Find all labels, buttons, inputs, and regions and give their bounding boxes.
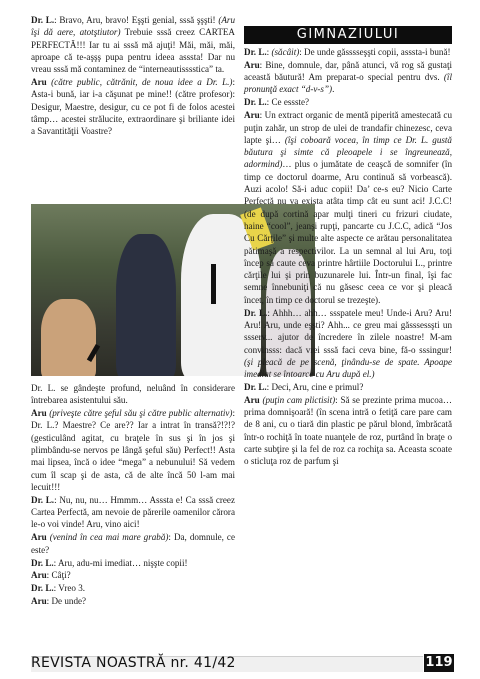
dialogue-text: : Da, domnule, ce este? xyxy=(31,532,236,555)
page-number: 119 xyxy=(425,655,453,670)
speaker-name: Aru xyxy=(31,532,47,543)
boy-figure xyxy=(116,234,176,376)
dialogue-paragraph xyxy=(244,96,452,108)
dialogue-paragraph xyxy=(244,307,452,381)
left-column-bottom xyxy=(31,382,235,608)
stage-direction: (puţin cam plictisit) xyxy=(262,394,336,405)
dialogue-text: : Să se prezinte prima mucoa… prima domnişoară! (în scena intră o fetiţă care pare cam de 8 ani, cu o tiară din plastic pe părul blond, îmbrăcată într-o rochiţă în toate nuanţele de roz, purtând în braţe o carte subţire şi la fel de roz ca rochiţa sa. Aceasta scoate o sticluţa roz de parfum şi xyxy=(244,394,452,467)
dialogue-text: : Bravo, Aru, bravo! Eşşti genial, sssă şşşti! xyxy=(54,15,219,25)
speaker-name: Dr. L. xyxy=(244,307,268,318)
dialogue-paragraph xyxy=(31,494,235,531)
speaker-name: Dr. L. xyxy=(244,47,267,57)
microphone-center xyxy=(211,264,216,304)
speaker-name: Dr. L. xyxy=(244,97,267,108)
dialogue-text: : De unde găsssseşşti copii, asssta-i bună! xyxy=(299,47,451,57)
dialogue-paragraph xyxy=(31,382,235,407)
speaker-name: Dr. L. xyxy=(31,15,55,25)
dialogue-paragraph xyxy=(244,46,452,58)
stage-direction: (către public, cătrănit, de noua idee a Dr. L.) xyxy=(51,77,233,88)
speaker-name: Dr. L. xyxy=(31,583,54,594)
dialogue-paragraph xyxy=(31,14,235,75)
stage-direction: (priveşte către şeful său şi către public alternativ) xyxy=(49,408,233,419)
dialogue-text: Dr. L. se gândeşte profund, neluând în considerare întrebarea asistentului său. xyxy=(31,383,235,406)
left-column-top xyxy=(31,14,235,138)
dialogue-paragraph xyxy=(244,394,452,468)
dialogue-text: : Deci, Aru, cine e primul? xyxy=(266,381,364,392)
dialogue-text: … plus o jumătate de ceaşcă de somnifer (în timp ce doctorul doarme, Aru continuă să vorbească). Auzi acolo! Să-i aduc copii! Da’ ce-s eu? Nicio Carte Perfectă nu va exista atâta timp cât eu sunt aci! J.C.C! (de după cortină apar mulţi tineri cu frizuri ciudate, haine “cool”, jeanşi rupţi, pancarte cu J.C.C, adică “Jos Cu Cărţile” şi multe alte aspecte ce arătau personalitatea pătimaşă a respectivilor. La un semnal al lui Aru, toţi încep să caute ceva printre hârtiile Doctorului L., printre cărţile lui şi prin buzunarele lui. Într-un final, îşi fac semne înnebuniţi că nu găsesc ceea ce vor şi pleacă încet, în timp ce doctorul se trezeşte). xyxy=(244,159,452,305)
dialogue-text: : Ahhh… ahh… ssspatele meu! Unde-i Aru? Aru! Aru! Aru, unde eşşti? Ahh... ce greu mai găsssessşti un ssserv... ajutor de încredere în zilele noastre! M-am convinsss: dacă vrei sssă faci ceva bine, fă-o sssingur! xyxy=(244,307,452,355)
stage-direction: (şi pleacă de pe scenă, ţinându-se de spate. Apoape imediat se întoarce cu Aru după el.) xyxy=(244,356,452,380)
dialogue-paragraph xyxy=(244,381,452,393)
dialogue-text: : xyxy=(266,47,272,57)
dialogue-text: : Un extract organic de mentă piperită amestecată cu puţin zahăr, un strop de ulei de trandafir chinezesc, ceva lapte şi… xyxy=(244,110,452,145)
dialogue-paragraph xyxy=(31,569,235,581)
dialogue-text: : Nu, nu, nu… Hmmm… Asssta e! Ca sssă creez Cartea Perfectă, am nevoie de părerile oamenilor cărora le-o voi vinde! Aru, vino aici! xyxy=(31,494,235,530)
speaker-name: Aru xyxy=(31,77,47,88)
stage-direction: (îşi coboară vocea, în timp ce Dr. L. gustă băutura şi simte că pleoapele i se îngreunează, adormind) xyxy=(244,134,452,170)
dialogue-text: : Dr. L.? Maestre? Ce are?? Iar a intrat în transă?!?!? (gesticulând agitat, cu braţele în sus şi în jos şi plimbându-se nervos pe lângă şeful său) Perfect!! Asta mai lipsea, încă o idee “mega” a nebunului! Să vedem cum îl scap şi de asta, că de alte încă 50 l-am mai lecuit!!! xyxy=(31,408,235,492)
dialogue-text: : Ce essste? xyxy=(266,97,310,108)
speaker-name: Aru xyxy=(31,596,47,607)
stage-direction: (îl pronunţă exact “d-v-s”) xyxy=(244,72,452,95)
dialogue-text: : De unde? xyxy=(46,596,87,607)
dialogue-paragraph xyxy=(31,582,235,594)
dialogue-text: : Bine, domnule, dar, până atunci, vă rog să gustaţi această băutură! Am preparat-o special pentru dvs. xyxy=(244,59,452,83)
dialogue-paragraph xyxy=(244,109,452,306)
right-column xyxy=(244,46,452,468)
magazine-title: REVISTA NOASTRĂ nr. 41/42 xyxy=(31,655,236,671)
stage-direction: (venind în cea mai mare grabă) xyxy=(49,532,169,543)
dialogue-paragraph xyxy=(244,59,452,96)
dialogue-text: : Asta-i bună, iar i-a căşunat pe mine!! (către profesor): Desigur, Maestre, desigur, cu ce pot fi de folos acestei tâmp… acestei strălucite, extraordinare şi briliante idei a Savantităţii Voastre? xyxy=(31,77,235,137)
speaker-name: Aru xyxy=(31,408,47,419)
speaker-name: Aru xyxy=(244,110,260,121)
dialogue-text: : Câţi? xyxy=(46,570,71,581)
speaker-name: Aru xyxy=(244,394,260,405)
stage-direction: (Aru îşi dă aere, atotştiutor) xyxy=(31,15,236,38)
dialogue-text: : Aru, adu-mi imediat… nişşte copii! xyxy=(53,557,188,568)
dialogue-paragraph xyxy=(31,531,235,556)
speaker-name: Aru xyxy=(31,570,47,581)
speaker-name: Dr. L. xyxy=(31,494,55,505)
dialogue-paragraph xyxy=(31,76,235,137)
dialogue-text: : Vreo 3. xyxy=(53,583,86,594)
dialogue-paragraph xyxy=(31,595,235,607)
speaker-name: Dr. L. xyxy=(31,557,54,568)
speaker-name: Aru xyxy=(244,59,260,70)
speaker-name: Dr. L. xyxy=(244,381,267,392)
section-banner: GIMNAZIULUI xyxy=(244,26,452,44)
child-profile-figure xyxy=(41,299,96,376)
dialogue-paragraph xyxy=(31,407,235,493)
dialogue-text: . xyxy=(332,84,335,95)
stage-direction: (săcâit) xyxy=(271,47,300,57)
dialogue-text: Trebuie sssă creez CARTEA PERFECTĂ!!! Iar tu ai sssă mă ajuţi! Măi, măi, măi, aproape că te-aşşş pupa pentru ideea asssta! Dar nu vreau sssă mă contaminez de “interneautisssstica” ta. xyxy=(31,27,235,75)
dialogue-paragraph xyxy=(31,557,235,569)
